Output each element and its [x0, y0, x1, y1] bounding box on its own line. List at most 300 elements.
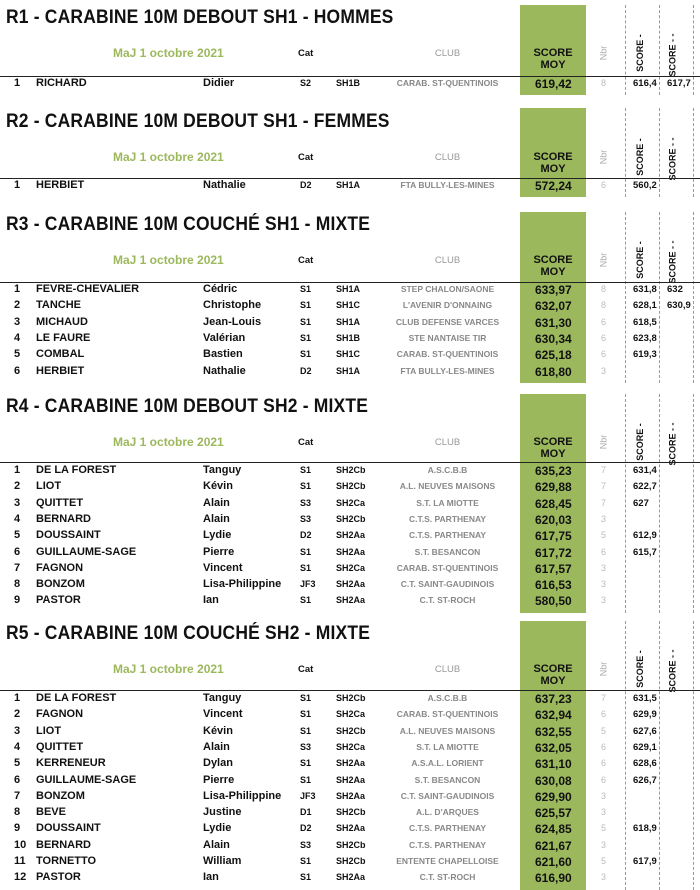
category-cell: S3	[300, 839, 312, 850]
nbr-cell: 6	[601, 316, 607, 327]
score-moy-cell: 624,85	[535, 822, 572, 837]
header-score-moy: SCORE MOY	[533, 436, 573, 460]
rank-cell: 9	[14, 594, 21, 607]
header-score-moy: SCORE MOY	[533, 151, 573, 175]
class-cell: SH1C	[336, 349, 361, 360]
table-row	[0, 822, 700, 837]
score-moy-cell: 617,72	[535, 545, 572, 560]
last-name-cell: PASTOR	[36, 871, 81, 884]
score-moy-cell: 628,45	[535, 496, 572, 511]
section-title: R4 - CARABINE 10M DEBOUT SH2 - MIXTE	[6, 396, 369, 417]
first-name-cell: Christophe	[203, 299, 262, 312]
class-cell: SH2Aa	[336, 579, 366, 590]
last-name-cell: DOUSSAINT	[36, 529, 101, 542]
table-row	[0, 855, 700, 870]
class-cell: SH2Cb	[336, 725, 366, 736]
first-name-cell: William	[203, 855, 242, 867]
rank-cell: 4	[14, 512, 21, 525]
table-row	[0, 692, 700, 707]
score-moy-cell: 630,34	[535, 331, 572, 346]
table-row	[0, 480, 700, 495]
score2-cell: 617,7	[667, 78, 691, 89]
section-title: R5 - CARABINE 10M COUCHÉ SH2 - MIXTE	[6, 623, 371, 644]
club-cell: L'AVENIR D'ONNAING	[402, 300, 493, 311]
score1-cell: 629,1	[633, 741, 657, 753]
header-cat: Cat	[298, 48, 314, 59]
update-date: MaJ 1 octobre 2021	[113, 150, 224, 164]
first-name-cell: Valérian	[203, 331, 246, 344]
rank-cell: 7	[14, 561, 21, 574]
class-cell: SH1B	[336, 78, 361, 88]
header-nbr: Nbr	[598, 252, 609, 268]
category-cell: D2	[300, 365, 312, 376]
header-score-2: SCORE - -	[667, 422, 678, 466]
club-cell: FTA BULLY-LES-MINES	[400, 365, 495, 376]
section-title: R1 - CARABINE 10M DEBOUT SH1 - HOMMES	[6, 7, 394, 28]
score1-cell: 628,6	[633, 758, 657, 770]
club-cell: C.T.S. PARTHENAY	[409, 530, 486, 541]
last-name-cell: FAGNON	[36, 708, 84, 721]
score1-cell: 623,8	[633, 332, 657, 344]
class-cell: SH2Ca	[336, 709, 366, 720]
first-name-cell: Ian	[203, 871, 219, 884]
first-name-cell: Nathalie	[203, 179, 246, 191]
category-cell: S1	[300, 546, 312, 557]
last-name-cell: BERNARD	[36, 512, 91, 525]
score-moy-cell: 630,08	[535, 773, 572, 788]
score1-cell: 629,9	[633, 709, 657, 721]
table-row	[0, 497, 700, 512]
rank-cell: 6	[14, 773, 21, 786]
nbr-cell: 7	[601, 465, 607, 475]
nbr-cell: 3	[601, 365, 607, 376]
last-name-cell: COMBAL	[36, 348, 85, 361]
first-name-cell: Kévin	[203, 480, 233, 493]
last-name-cell: QUITTET	[36, 496, 84, 509]
category-cell: S1	[300, 349, 312, 360]
last-name-cell: TANCHE	[36, 299, 82, 312]
category-cell: S1	[300, 481, 312, 492]
score1-cell: 631,5	[633, 693, 657, 704]
score-moy-cell: 618,80	[535, 364, 572, 379]
score-moy-cell: 632,94	[535, 708, 572, 723]
rank-cell: 4	[14, 740, 21, 753]
club-cell: C.T. ST-ROCH	[419, 595, 476, 606]
score-moy-cell: 620,03	[535, 512, 572, 527]
category-cell: S1	[300, 316, 312, 327]
category-cell: S1	[300, 562, 312, 573]
score1-cell: 631,8	[633, 284, 657, 295]
first-name-cell: Justine	[203, 806, 242, 819]
category-cell: S1	[300, 774, 312, 785]
score1-cell: 622,7	[633, 481, 657, 493]
nbr-cell: 8	[601, 284, 607, 294]
rank-cell: 6	[14, 364, 21, 377]
header-club: CLUB	[434, 255, 461, 266]
table-row	[0, 725, 700, 740]
update-date: MaJ 1 octobre 2021	[113, 662, 224, 676]
last-name-cell: DE LA FOREST	[36, 692, 117, 704]
score1-cell: 618,9	[633, 823, 657, 835]
category-cell: S1	[300, 300, 312, 311]
header-score-1: SCORE -	[634, 34, 645, 72]
class-cell: SH2Cb	[336, 513, 366, 524]
class-cell: SH2Cb	[336, 465, 366, 475]
score1-cell: 626,7	[633, 774, 657, 786]
header-cat: Cat	[298, 437, 314, 448]
class-cell: SH2Aa	[336, 595, 366, 606]
club-cell: FTA BULLY-LES-MINES	[400, 180, 495, 190]
nbr-cell: 6	[601, 774, 607, 785]
rank-cell: 1	[14, 283, 21, 295]
class-cell: SH2Cb	[336, 481, 366, 492]
header-score-2: SCORE - -	[667, 137, 678, 181]
last-name-cell: TORNETTO	[36, 855, 97, 867]
first-name-cell: Alain	[203, 838, 230, 851]
rank-cell: 11	[14, 855, 26, 867]
class-cell: SH2Aa	[336, 790, 366, 801]
rank-cell: 3	[14, 724, 21, 737]
class-cell: SH2Cb	[336, 807, 366, 818]
club-cell: S.T. LA MIOTTE	[416, 741, 479, 752]
update-date: MaJ 1 octobre 2021	[113, 46, 224, 60]
rank-cell: 1	[14, 464, 21, 476]
class-cell: SH2Ca	[336, 497, 366, 508]
score2-cell: 630,9	[667, 300, 691, 312]
category-cell: S1	[300, 332, 312, 343]
category-cell: S3	[300, 741, 312, 752]
nbr-cell: 3	[601, 807, 607, 818]
category-cell: S3	[300, 513, 312, 524]
class-cell: SH2Cb	[336, 839, 366, 850]
club-cell: STE NANTAISE TIR	[408, 332, 487, 343]
score-moy-cell: 631,30	[535, 315, 572, 330]
club-cell: A.L. NEUVES MAISONS	[399, 725, 496, 736]
score-moy-cell: 629,90	[535, 789, 572, 804]
class-cell: SH2Ca	[336, 562, 366, 573]
table-row	[0, 562, 700, 577]
class-cell: SH1C	[336, 300, 361, 311]
category-cell: S1	[300, 595, 312, 606]
section-title: R2 - CARABINE 10M DEBOUT SH1 - FEMMES	[6, 111, 390, 132]
header-score-moy: SCORE MOY	[533, 663, 573, 687]
header-nbr: Nbr	[598, 149, 609, 165]
table-row	[0, 806, 700, 821]
header-separator	[0, 462, 700, 463]
club-cell: CARAB. ST-QUENTINOIS	[396, 709, 499, 720]
last-name-cell: KERRENEUR	[36, 757, 106, 770]
table-row	[0, 708, 700, 723]
category-cell: D1	[300, 807, 312, 818]
score1-cell: 627	[633, 497, 649, 509]
table-row	[0, 513, 700, 528]
class-cell: SH1B	[336, 332, 361, 343]
score-moy-cell: 625,57	[535, 806, 572, 821]
update-date: MaJ 1 octobre 2021	[113, 253, 224, 267]
score-moy-cell: 616,53	[535, 578, 572, 593]
last-name-cell: BONZOM	[36, 789, 85, 802]
club-cell: A.L. D'ARQUES	[416, 807, 479, 818]
last-name-cell: DOUSSAINT	[36, 822, 101, 835]
header-score-moy: SCORE MOY	[533, 47, 573, 71]
club-cell: S.T. LA MIOTTE	[416, 497, 479, 508]
header-club: CLUB	[434, 664, 461, 675]
header-nbr: Nbr	[598, 45, 609, 61]
score1-cell: 631,4	[633, 465, 657, 476]
last-name-cell: BERNARD	[36, 838, 91, 851]
class-cell: SH2Aa	[336, 758, 366, 769]
header-club: CLUB	[434, 48, 461, 59]
score-moy-cell: 625,18	[535, 348, 572, 363]
nbr-cell: 5	[601, 725, 607, 736]
header-cat: Cat	[298, 255, 314, 266]
club-cell: CLUB DEFENSE VARCES	[395, 316, 500, 327]
first-name-cell: Lydie	[203, 822, 232, 835]
first-name-cell: Kévin	[203, 724, 233, 737]
table-row	[0, 871, 700, 886]
club-cell: ENTENTE CHAPELLOISE	[396, 856, 499, 866]
club-cell: A.L. NEUVES MAISONS	[399, 481, 496, 492]
score-moy-cell: 617,57	[535, 561, 572, 576]
rank-cell: 2	[14, 299, 21, 312]
first-name-cell: Jean-Louis	[203, 315, 262, 328]
rank-cell: 2	[14, 480, 21, 493]
category-cell: D2	[300, 180, 312, 190]
class-cell: SH2Aa	[336, 872, 366, 883]
club-cell: CARAB. ST-QUENTINOIS	[396, 562, 499, 573]
nbr-cell: 6	[601, 180, 607, 190]
first-name-cell: Tanguy	[203, 692, 242, 704]
table-row	[0, 348, 700, 363]
score-moy-cell: 621,60	[535, 855, 572, 869]
table-row	[0, 594, 700, 609]
rank-cell: 7	[14, 789, 21, 802]
first-name-cell: Lisa-Philippine	[203, 578, 282, 591]
first-name-cell: Alain	[203, 512, 230, 525]
score-moy-cell: 629,88	[535, 480, 572, 495]
last-name-cell: LIOT	[36, 724, 62, 737]
score-moy-cell: 621,67	[535, 838, 572, 853]
table-row	[0, 365, 700, 380]
score1-cell: 615,7	[633, 546, 657, 558]
score1-cell: 628,1	[633, 300, 657, 312]
category-cell: S1	[300, 856, 312, 866]
first-name-cell: Lydie	[203, 529, 232, 542]
class-cell: SH2Cb	[336, 693, 366, 703]
first-name-cell: Pierre	[203, 545, 235, 558]
nbr-cell: 6	[601, 758, 607, 769]
rank-cell: 10	[14, 838, 27, 851]
last-name-cell: RICHARD	[36, 77, 87, 89]
header-nbr: Nbr	[598, 434, 609, 450]
rank-cell: 5	[14, 348, 21, 361]
last-name-cell: GUILLAUME-SAGE	[36, 545, 137, 558]
rank-cell: 1	[14, 77, 21, 89]
first-name-cell: Pierre	[203, 773, 235, 786]
nbr-cell: 6	[601, 349, 607, 360]
score1-cell: 560,2	[633, 180, 657, 191]
rank-cell: 1	[14, 692, 21, 704]
table-row	[0, 283, 700, 298]
last-name-cell: HERBIET	[36, 179, 85, 191]
score-moy-cell: 572,24	[535, 179, 572, 193]
last-name-cell: BEVE	[36, 806, 66, 819]
table-row	[0, 757, 700, 772]
class-cell: SH2Ca	[336, 741, 366, 752]
category-cell: JF3	[300, 790, 316, 801]
category-cell: S1	[300, 465, 312, 475]
last-name-cell: FEVRE-CHEVALIER	[36, 283, 140, 295]
header-score-2: SCORE - -	[667, 649, 678, 693]
header-score-2: SCORE - -	[667, 240, 678, 284]
first-name-cell: Ian	[203, 594, 219, 607]
rank-cell: 8	[14, 578, 21, 591]
table-row	[0, 839, 700, 854]
club-cell: A.S.A.L. LORIENT	[411, 758, 484, 769]
section-title: R3 - CARABINE 10M COUCHÉ SH1 - MIXTE	[6, 214, 371, 235]
score-moy-cell: 635,23	[535, 464, 572, 478]
header-cat: Cat	[298, 664, 314, 675]
nbr-cell: 3	[601, 872, 607, 883]
header-club: CLUB	[434, 437, 461, 448]
table-row	[0, 77, 700, 92]
nbr-cell: 3	[601, 595, 607, 606]
update-date: MaJ 1 octobre 2021	[113, 435, 224, 449]
table-row	[0, 316, 700, 331]
nbr-cell: 3	[601, 513, 607, 524]
category-cell: S3	[300, 497, 312, 508]
score1-cell: 612,9	[633, 530, 657, 542]
last-name-cell: HERBIET	[36, 364, 85, 377]
rank-cell: 3	[14, 496, 21, 509]
score1-cell: 616,4	[633, 78, 657, 89]
class-cell: SH2Cb	[336, 856, 366, 866]
table-row	[0, 464, 700, 479]
table-row	[0, 774, 700, 789]
club-cell: C.T. SAINT-GAUDINOIS	[400, 790, 495, 801]
score-moy-cell: 632,05	[535, 740, 572, 755]
class-cell: SH2Aa	[336, 774, 366, 785]
first-name-cell: Vincent	[203, 561, 243, 574]
nbr-cell: 7	[601, 693, 607, 703]
nbr-cell: 3	[601, 839, 607, 850]
last-name-cell: DE LA FOREST	[36, 464, 117, 476]
first-name-cell: Nathalie	[203, 364, 246, 377]
score-moy-cell: 637,23	[535, 692, 572, 706]
first-name-cell: Tanguy	[203, 464, 242, 476]
first-name-cell: Alain	[203, 496, 230, 509]
class-cell: SH1A	[336, 180, 361, 190]
rank-cell: 8	[14, 806, 21, 819]
rank-cell: 4	[14, 331, 21, 344]
nbr-cell: 6	[601, 546, 607, 557]
last-name-cell: PASTOR	[36, 594, 81, 607]
last-name-cell: MICHAUD	[36, 315, 88, 328]
last-name-cell: QUITTET	[36, 740, 84, 753]
header-score-1: SCORE -	[634, 650, 645, 688]
club-cell: CARAB. ST-QUENTINOIS	[396, 78, 499, 88]
score-moy-cell: 631,10	[535, 757, 572, 772]
last-name-cell: LE FAURE	[36, 331, 91, 344]
rank-cell: 2	[14, 708, 21, 721]
category-cell: JF3	[300, 579, 316, 590]
score-moy-cell: 632,55	[535, 724, 572, 739]
nbr-cell: 7	[601, 497, 607, 508]
last-name-cell: BONZOM	[36, 578, 85, 591]
nbr-cell: 5	[601, 530, 607, 541]
category-cell: S1	[300, 872, 312, 883]
last-name-cell: LIOT	[36, 480, 62, 493]
score-moy-cell: 633,97	[535, 283, 572, 297]
rank-cell: 12	[14, 871, 27, 884]
first-name-cell: Dylan	[203, 757, 233, 770]
score-moy-cell: 632,07	[535, 299, 572, 314]
category-cell: S1	[300, 725, 312, 736]
header-separator	[0, 690, 700, 691]
class-cell: SH2Aa	[336, 546, 366, 557]
club-cell: S.T. BESANCON	[414, 546, 481, 557]
table-row	[0, 299, 700, 314]
rank-cell: 1	[14, 179, 21, 191]
first-name-cell: Lisa-Philippine	[203, 789, 282, 802]
club-cell: STEP CHALON/SAONE	[400, 284, 495, 294]
club-cell: C.T. SAINT-GAUDINOIS	[400, 579, 495, 590]
table-row	[0, 546, 700, 561]
nbr-cell: 6	[601, 709, 607, 720]
rank-cell: 5	[14, 529, 21, 542]
score1-cell: 617,9	[633, 856, 657, 867]
rank-cell: 9	[14, 822, 21, 835]
header-club: CLUB	[434, 152, 461, 163]
rank-cell: 5	[14, 757, 21, 770]
club-cell: S.T. BESANCON	[414, 774, 481, 785]
table-row	[0, 790, 700, 805]
category-cell: S1	[300, 284, 312, 294]
nbr-cell: 6	[601, 332, 607, 343]
header-score-moy: SCORE MOY	[533, 254, 573, 278]
club-cell: A.S.C.B.B	[427, 465, 468, 475]
header-nbr: Nbr	[598, 661, 609, 677]
first-name-cell: Alain	[203, 740, 230, 753]
category-cell: S1	[300, 709, 312, 720]
first-name-cell: Vincent	[203, 708, 243, 721]
club-cell: C.T.S. PARTHENAY	[409, 839, 486, 850]
nbr-cell: 3	[601, 790, 607, 801]
table-row	[0, 529, 700, 544]
score1-cell: 618,5	[633, 316, 657, 328]
club-cell: C.T.S. PARTHENAY	[409, 513, 486, 524]
score1-cell: 627,6	[633, 725, 657, 737]
club-cell: C.T.S. PARTHENAY	[409, 823, 486, 834]
nbr-cell: 5	[601, 823, 607, 834]
last-name-cell: GUILLAUME-SAGE	[36, 773, 137, 786]
club-cell: C.T. ST-ROCH	[419, 872, 476, 883]
category-cell: S2	[300, 78, 312, 88]
nbr-cell: 8	[601, 78, 607, 88]
nbr-cell: 7	[601, 481, 607, 492]
class-cell: SH1A	[336, 284, 361, 294]
nbr-cell: 5	[601, 856, 607, 866]
nbr-cell: 3	[601, 579, 607, 590]
club-cell: A.S.C.B.B	[427, 693, 468, 703]
header-cat: Cat	[298, 152, 314, 163]
table-row	[0, 179, 700, 194]
header-score-1: SCORE -	[634, 241, 645, 279]
last-name-cell: FAGNON	[36, 561, 84, 574]
score-moy-cell: 619,42	[535, 77, 572, 91]
class-cell: SH1A	[336, 316, 361, 327]
header-score-1: SCORE -	[634, 423, 645, 461]
